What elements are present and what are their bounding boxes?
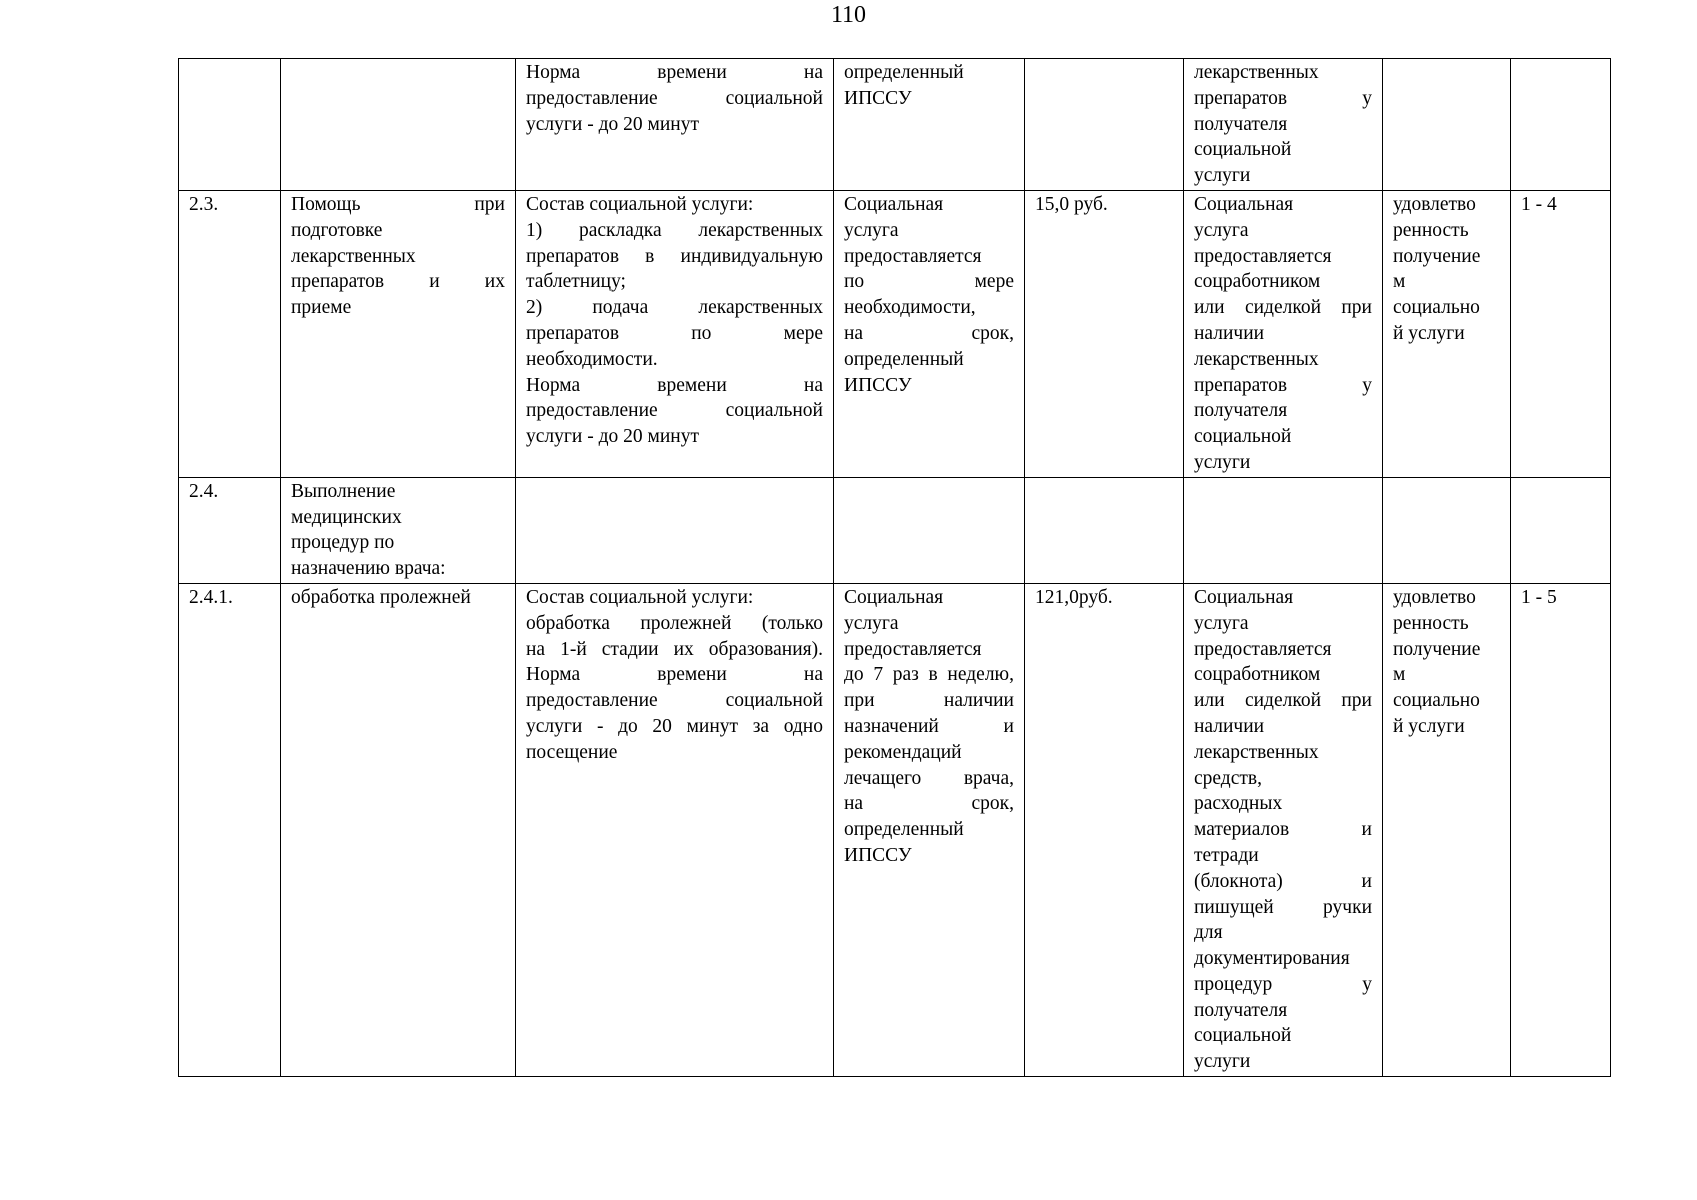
text-line: Норма времени на — [526, 664, 823, 686]
cell-criteria — [1383, 190, 1511, 477]
text-line: получение — [1393, 638, 1481, 660]
text-line: посещение — [526, 741, 618, 763]
text-line: обработка пролежней — [291, 586, 471, 608]
text-line: получателя — [1194, 999, 1288, 1021]
cell-number — [179, 477, 281, 583]
text-line: средств, — [1194, 767, 1262, 789]
text-line: расходных — [1194, 793, 1283, 815]
text-line: 2) подача лекарственных — [526, 297, 823, 319]
text-line: пишущей ручки — [1194, 896, 1372, 918]
cell-provision — [1184, 583, 1383, 1076]
text-line: процедур по — [291, 532, 395, 554]
text-line: материалов и — [1194, 819, 1372, 841]
text-line: обработка пролежней (только — [526, 612, 823, 634]
cell-conditions — [834, 190, 1025, 477]
cell-criteria — [1383, 477, 1511, 583]
cell-service-content — [516, 477, 834, 583]
text-line: социально — [1393, 297, 1480, 319]
text-line: препаратов и их — [291, 271, 505, 293]
text-line: ренность — [1393, 219, 1469, 241]
text-line: ИПССУ — [844, 844, 912, 866]
cell-service-name — [281, 477, 516, 583]
cell-conditions — [834, 583, 1025, 1076]
table-body — [179, 59, 1611, 1077]
text-line: Социальная — [844, 586, 944, 608]
cell-service-name — [281, 583, 516, 1076]
cell-text: 2.3. — [189, 193, 219, 215]
text-line: предоставляется — [844, 638, 982, 660]
services-table — [178, 58, 1611, 1077]
cell-number — [179, 190, 281, 477]
text-line: соцработником — [1194, 664, 1321, 686]
cell-service-content — [516, 59, 834, 191]
text-line: социальной — [1194, 1025, 1292, 1047]
cell-conditions — [834, 477, 1025, 583]
text-line: для — [1194, 922, 1223, 944]
cell-provision — [1184, 59, 1383, 191]
table-row — [179, 477, 1611, 583]
cell-range — [1511, 59, 1611, 191]
text-line: лекарственных — [1194, 62, 1319, 83]
cell-service-name — [281, 190, 516, 477]
table-row — [179, 59, 1611, 191]
text-line: определенный — [844, 348, 964, 370]
text-line: предоставляется — [1194, 245, 1332, 267]
text-line: на 1-й стадии их образования). — [526, 638, 823, 660]
text-line: определенный — [844, 819, 964, 841]
text-line: на срок, — [844, 322, 1014, 344]
text-line: тетради — [1194, 844, 1259, 866]
text-line: Помощь при — [291, 193, 505, 215]
text-line: м — [1393, 271, 1406, 293]
text-line: препаратов в индивидуальную — [526, 245, 823, 267]
text-line: до 7 раз в неделю, — [844, 664, 1014, 686]
text-line: услуга — [844, 219, 899, 241]
text-line: Норма времени на — [526, 62, 823, 83]
table-row — [179, 583, 1611, 1076]
page-number: 110 — [830, 2, 867, 28]
text-line: Состав социальной услуги: — [526, 586, 754, 608]
text-line: социально — [1393, 690, 1480, 712]
text-line: предоставление социальной — [526, 690, 823, 712]
text-line: (блокнота) и — [1194, 870, 1372, 892]
text-line: препаратов по мере — [526, 322, 823, 344]
cell-price — [1025, 477, 1184, 583]
text-line: или сиделкой при — [1194, 297, 1372, 319]
cell-range — [1511, 190, 1611, 477]
text-line: препаратов у — [1194, 374, 1372, 396]
cell-conditions — [834, 59, 1025, 191]
text-line: медицинских — [291, 506, 402, 528]
text-line: наличии — [1194, 322, 1265, 344]
text-line: услуга — [844, 612, 899, 634]
text-line: или сиделкой при — [1194, 690, 1372, 712]
text-line: предоставляется — [1194, 638, 1332, 660]
text-line: услуги - до 20 минут за одно — [526, 715, 823, 737]
cell-provision — [1184, 190, 1383, 477]
text-line: лечащего врача, — [844, 767, 1014, 789]
cell-number — [179, 583, 281, 1076]
cell-text: 2.4. — [189, 480, 219, 502]
cell-criteria — [1383, 59, 1511, 191]
text-line: получателя — [1194, 400, 1288, 422]
text-line: Состав социальной услуги: — [526, 193, 754, 215]
text-line: получателя — [1194, 113, 1288, 135]
text-line: Социальная — [1194, 586, 1294, 608]
text-line: услуга — [1194, 612, 1249, 634]
cell-text: 121,0руб. — [1035, 586, 1113, 608]
text-line: на срок, — [844, 793, 1014, 815]
cell-price — [1025, 583, 1184, 1076]
text-line: Выполнение — [291, 480, 396, 502]
cell-text: 1 - 4 — [1521, 193, 1557, 215]
text-line: Социальная — [1194, 193, 1294, 215]
text-line: услуги - до 20 минут — [526, 113, 699, 135]
text-line: м — [1393, 664, 1406, 686]
text-line: по мере — [844, 271, 1014, 293]
cell-service-content — [516, 190, 834, 477]
text-line: услуга — [1194, 219, 1249, 241]
text-line: лекарственных — [291, 245, 416, 267]
text-line: Социальная — [844, 193, 944, 215]
text-line: удовлетво — [1393, 586, 1476, 608]
text-line: 1) раскладка лекарственных — [526, 219, 823, 241]
text-line: определенный — [844, 62, 964, 83]
cell-provision — [1184, 477, 1383, 583]
text-line: предоставление социальной — [526, 400, 823, 422]
text-line: ИПССУ — [844, 374, 912, 396]
text-line: наличии — [1194, 715, 1265, 737]
text-line: Норма времени на — [526, 374, 823, 396]
text-line: й услуги — [1393, 322, 1465, 344]
cell-criteria — [1383, 583, 1511, 1076]
cell-price — [1025, 59, 1184, 191]
cell-text: 15,0 руб. — [1035, 193, 1108, 215]
text-line: ренность — [1393, 612, 1469, 634]
text-line: услуги — [1194, 451, 1251, 473]
cell-range — [1511, 477, 1611, 583]
text-line: необходимости, — [844, 297, 976, 319]
text-line: соцработником — [1194, 271, 1321, 293]
text-line: услуги — [1194, 165, 1251, 187]
text-line: назначений и — [844, 715, 1014, 737]
text-line: предоставление социальной — [526, 87, 823, 109]
cell-range — [1511, 583, 1611, 1076]
text-line: лекарственных — [1194, 348, 1319, 370]
cell-service-name — [281, 59, 516, 191]
cell-number — [179, 59, 281, 191]
text-line: услуги — [1194, 1051, 1251, 1073]
cell-text: 1 - 5 — [1521, 586, 1557, 608]
text-line: предоставляется — [844, 245, 982, 267]
text-line: процедур у — [1194, 973, 1372, 995]
text-line: назначению врача: — [291, 558, 446, 580]
cell-service-content — [516, 583, 834, 1076]
cell-text: 2.4.1. — [189, 586, 233, 608]
table-row — [179, 190, 1611, 477]
text-line: таблетницу; — [526, 271, 626, 293]
text-line: й услуги — [1393, 715, 1465, 737]
text-line: удовлетво — [1393, 193, 1476, 215]
text-line: препаратов у — [1194, 87, 1372, 109]
text-line: приеме — [291, 297, 352, 319]
text-line: при наличии — [844, 690, 1014, 712]
text-line: получение — [1393, 245, 1481, 267]
text-line: услуги - до 20 минут — [526, 426, 699, 448]
text-line: необходимости. — [526, 348, 658, 370]
text-line: социальной — [1194, 426, 1292, 448]
text-line: подготовке — [291, 219, 383, 241]
text-line: социальной — [1194, 139, 1292, 161]
text-line: рекомендаций — [844, 741, 962, 763]
text-line: ИПССУ — [844, 87, 912, 109]
text-line: лекарственных — [1194, 741, 1319, 763]
cell-price — [1025, 190, 1184, 477]
text-line: документирования — [1194, 948, 1350, 970]
